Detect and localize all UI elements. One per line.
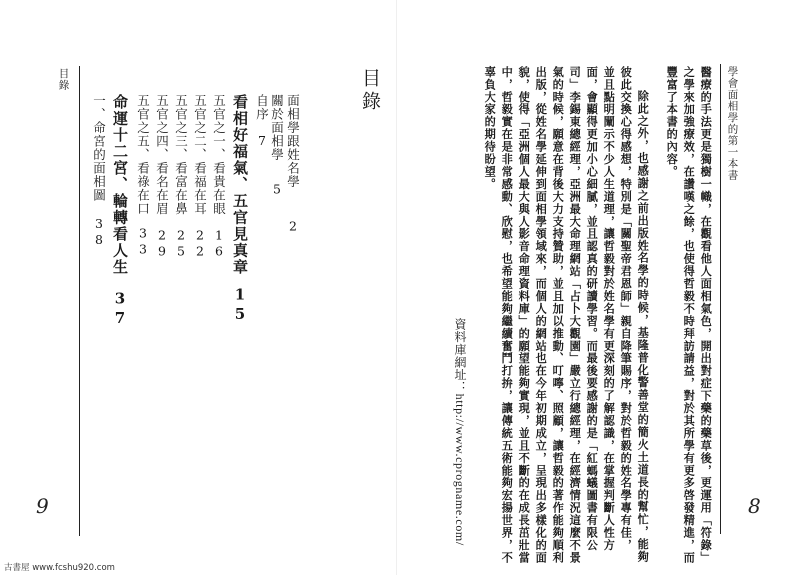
running-head-right: 學會面相學的第一本書 (726, 66, 739, 181)
body-line-10: 出版，從姓名學延伸到面相學領域來，而個人的網站也在今年初期成立，呈現出多樣化的面 (534, 66, 549, 564)
toc-entry-page: 38 (91, 216, 107, 248)
database-url[interactable]: 資料庫網址：http://www.cprogname.com/ (453, 318, 467, 546)
toc-entry-label: 關於面相學 (269, 94, 285, 162)
body-line-7: 面，會顯得更加小心細膩，並且認真的研讀學習。而最後要感謝的是「紅螞蟻圖書有限公 (585, 66, 600, 552)
toc-entry-page: 33 (135, 225, 151, 258)
toc-entry-label: 五官之一、看貴在眼 (211, 94, 227, 216)
body-line-5: 彼此交換心得感想，特別是「關聖帝君恩師」親自降筆賜序，對於哲毅的姓名學專有佳， (619, 66, 634, 552)
toc-entry-1[interactable] (286, 94, 299, 235)
body-line-12: 中，哲毅實在是非常感動、欣慰，也希望能夠繼續奮鬥打拚，讓傳統五術能夠宏揚世界，不 (500, 66, 515, 564)
body-line-6: 並且點明闡示不少人生道理，讓哲毅對於姓名學有更深刻的了解認識，在掌握判斷人性方 (602, 66, 617, 552)
toc-entry-label: 五官之二、看福在耳 (192, 94, 208, 216)
toc-entry-8[interactable] (155, 94, 168, 260)
page-edge-rule (720, 64, 721, 534)
page-edge-rule (79, 66, 80, 536)
toc-entry-page: 7 (254, 133, 270, 149)
folio-right: 8 (748, 494, 761, 518)
body-line-8: 司」李錫東總經理，亞洲最大命理網站「占卜大觀園」嚴立行總經理，在經濟情況這麼不景 (568, 66, 583, 564)
toc-entry-page: 15 (231, 285, 249, 325)
toc-entry-4[interactable] (232, 94, 247, 325)
toc-entry-6[interactable] (193, 94, 206, 260)
toc-entry-11[interactable] (92, 94, 105, 248)
body-line-13: 辜負大家的期待盼望。 (483, 66, 498, 191)
toc-entry-2[interactable] (270, 94, 283, 198)
body-line-1: 醫療的手法更是獨樹一幟，在觀看他人面相氣色，開出對症下藥的藥草後，更運用「符錄」 (699, 66, 714, 564)
toc-entry-label: 五官之三、看富在鼻 (173, 94, 189, 216)
toc-entry-page: 37 (111, 289, 129, 329)
body-line-2: 之學來加強療效，在讚嘆之餘，也使得哲毅不時拜訪請益，對於其所學有更多啓發精進，而 (682, 66, 697, 564)
toc-entry-10[interactable] (112, 94, 127, 329)
toc-entry-3[interactable] (255, 94, 268, 149)
toc-entry-label: 五官之四、看名在眉 (154, 94, 170, 216)
toc-entry-page: 5 (269, 181, 285, 198)
toc-entry-page: 29 (154, 227, 170, 260)
body-line-4: 除此之外，也感謝之前出版姓名學的時候，基隆普化警善堂的簡火土道長的幫忙，能夠 (636, 90, 651, 564)
body-line-9: 氣的時候，願意在背後大力支持贊助，並且加以推動、叮嚀、照顧，讓哲毅的著作能夠順利 (551, 66, 566, 564)
toc-entry-page: 25 (173, 227, 189, 260)
site-watermark: 古書屋 www.fcshu920.com (4, 563, 115, 573)
body-line-3: 豐富了本書的內容。 (665, 66, 680, 179)
running-head-left: 目錄 (57, 68, 70, 91)
toc-entry-label: 看相好福氣、五官見真章 (231, 94, 249, 276)
gutter (396, 0, 397, 575)
toc-entry-7[interactable] (174, 94, 187, 260)
toc-entry-label: 面相學跟姓名學 (285, 94, 301, 189)
toc-entry-label: 五官之五、看祿在口 (135, 94, 151, 216)
toc-entry-label: 命運十二宮、輪轉看人生 (111, 94, 129, 276)
toc-entry-page: 16 (211, 227, 227, 260)
toc-entry-page: 22 (192, 227, 208, 260)
toc-entry-page: 2 (285, 218, 301, 235)
toc-entry-9[interactable] (136, 94, 149, 258)
toc-entry-label: 一、命宮的面相圖 (91, 94, 107, 202)
toc-title: 目錄 (359, 68, 381, 114)
body-line-11: 貌，使得「亞洲個人最大與人影音命理資料庫」的願望能夠實現，並且不斷的在成長茁壯當 (517, 66, 532, 564)
toc-entry-5[interactable] (212, 94, 225, 260)
toc-entry-label: 自序 (254, 94, 270, 121)
folio-left: 9 (36, 494, 49, 518)
